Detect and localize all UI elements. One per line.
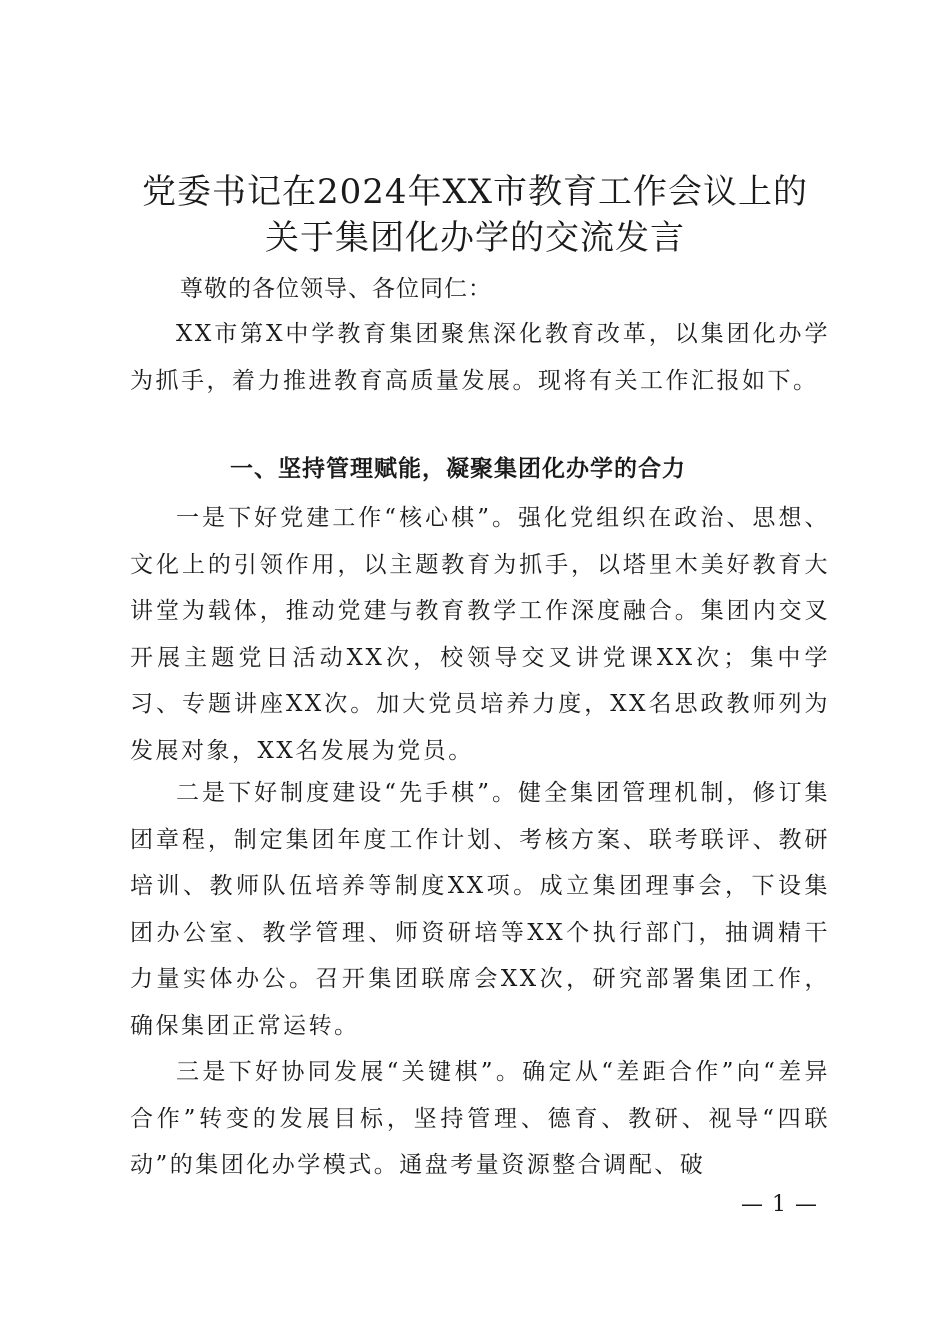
section-heading-1: 一、坚持管理赋能，凝聚集团化办学的合力 xyxy=(230,456,686,482)
paragraph-coordinated-development: 三是下好协同发展“关键棋”。确定从“差距合作”向“差异合作”转变的发展目标，坚持管理、德育、教研、视导“四联动”的集团化办学模式。通盘考量资源整合调配、破 xyxy=(130,1059,830,1178)
paragraph-system-building: 二是下好制度建设“先手棋”。健全集团管理机制，修订集团章程，制定集团年度工作计划、考核方案、联考联评、教研培训、教师队伍培养等制度XX项。成立集团理事会，下设集团办公室、教学管理、师资研培等XX个执行部门，抽调精干力量实体办公。召开集团联席会XX次，研究部署集团工作，确保集团正常运转。 xyxy=(130,780,830,1039)
paragraph-party-building: 一是下好党建工作“核心棋”。强化党组织在政治、思想、文化上的引领作用，以主题教育为抓手，以塔里木美好教育大讲堂为载体，推动党建与教育教学工作深度融合。集团内交叉开展主题党日活动XX次，校领导交叉讲党课XX次；集中学习、专题讲座XX次。加大党员培养力度，XX名思政教师列为发展对象，XX名发展为党员。 xyxy=(130,505,830,764)
intro-paragraph: XX市第X中学教育集团聚焦深化教育改革，以集团化办学为抓手，着力推进教育高质量发展。现将有关工作汇报如下。 xyxy=(130,321,830,394)
document-title-line-1: 党委书记在2024年XX市教育工作会议上的 xyxy=(142,172,808,212)
document-title-line-2: 关于集团化办学的交流发言 xyxy=(265,218,685,258)
page-number: — 1 — xyxy=(741,1192,818,1217)
salutation: 尊敬的各位领导、各位同仁： xyxy=(180,276,492,302)
